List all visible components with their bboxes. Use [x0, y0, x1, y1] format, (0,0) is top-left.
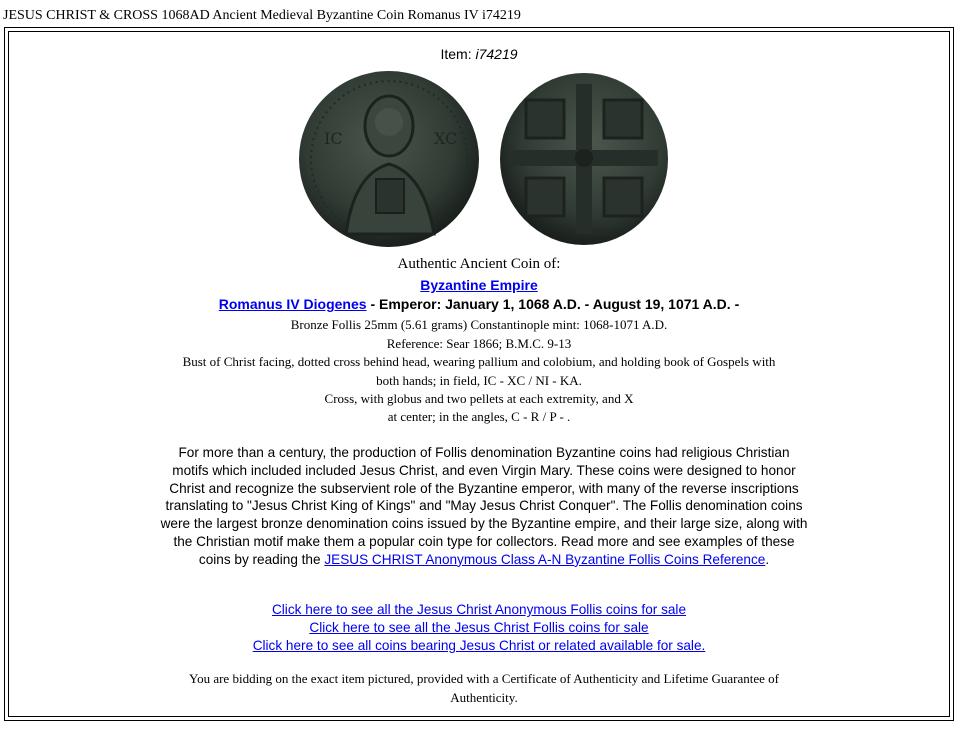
- anonymous-follis-link[interactable]: Click here to see all the Jesus Christ Anonymous Follis coins for sale: [271, 602, 687, 617]
- jesus-coins-link[interactable]: Click here to see all coins bearing Jesus Christ or related available for sale.: [252, 638, 706, 653]
- follis-history-paragraph: [159, 444, 809, 569]
- item-id: i74219: [475, 46, 518, 62]
- listing-frame-inner: [8, 31, 950, 717]
- obverse-description-1: Bust of Christ facing, dotted cross behind head, wearing pallium and colobium, and holding book of Gospels with: [182, 354, 776, 369]
- coin-reference: Reference: Sear 1866; B.M.C. 9-13: [386, 336, 572, 351]
- svg-text:XC: XC: [434, 129, 458, 148]
- reverse-description-2: at center; in the angles, C - R / P - .: [387, 409, 571, 424]
- item-label: Item:: [440, 46, 472, 62]
- svg-text:IC: IC: [324, 129, 343, 148]
- coin-reverse-image: [496, 70, 672, 248]
- coin-obverse-image: [294, 64, 484, 254]
- coin-spec: Bronze Follis 25mm (5.61 grams) Constantinople mint: 1068-1071 A.D.: [290, 317, 668, 332]
- follis-history-tail: .: [765, 551, 770, 567]
- follis-history-text: For more than a century, the production of Follis denomination Byzantine coins had religious Christian motifs which included included Jesus Christ, and even Virgin Mary. These coins were designed to honor Christ and recognize the subservient role of the Byzantine emperor, with many of the reverse inscriptions translating to "Jesus Christ King of Kings" and "May Jesus Christ Conquer". The Follis denomination coins were the largest bronze denomination coins issued by the Byzantine empire, and their large size, along with the Christian motif make them a popular coin type for collectors. Read more and see examples of these coins by reading the: [160, 445, 808, 567]
- ruler-link[interactable]: Romanus IV Diogenes: [218, 296, 367, 312]
- page-heading: JESUS CHRIST & CROSS 1068AD Ancient Medieval Byzantine Coin Romanus IV i74219: [3, 8, 521, 23]
- coin-photo: [9, 64, 949, 254]
- empire-line: [9, 277, 949, 293]
- reverse-description-1: Cross, with globus and two pellets at each extremity, and X: [324, 391, 634, 406]
- listing-frame: [4, 27, 954, 721]
- authentic-coin-label: Authentic Ancient Coin of:: [397, 256, 561, 272]
- empire-link[interactable]: Byzantine Empire: [420, 277, 538, 293]
- obverse-description-2: both hands; in field, IC - XC / NI - KA.: [376, 373, 582, 388]
- ruler-dates: - Emperor: January 1, 1068 A.D. - August 19, 1071 A.D. -: [366, 296, 740, 312]
- authenticity-guarantee: You are bidding on the exact item pictured, provided with a Certificate of Authenticity and Lifetime Guarantee of Authenticity.: [189, 671, 779, 705]
- ruler-line: [9, 296, 949, 312]
- item-number: [9, 46, 949, 62]
- follis-reference-link[interactable]: JESUS CHRIST Anonymous Class A-N Byzantine Follis Coins Reference: [324, 551, 766, 567]
- related-links: [9, 601, 949, 655]
- jesus-follis-link[interactable]: Click here to see all the Jesus Christ Follis coins for sale: [309, 620, 649, 635]
